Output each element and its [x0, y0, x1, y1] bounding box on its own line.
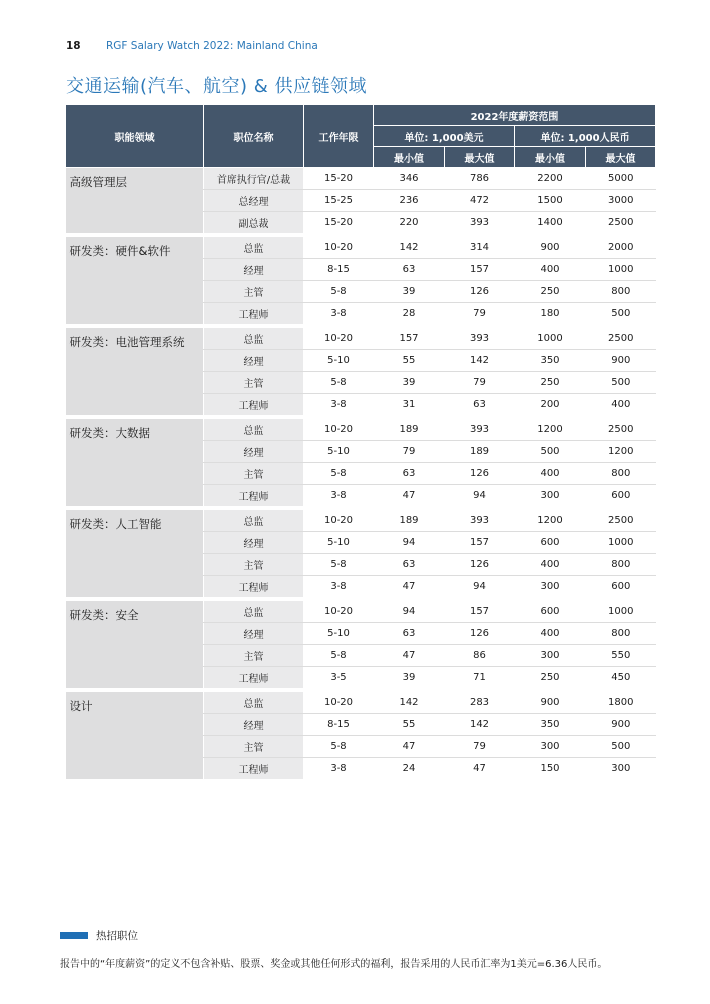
header-usd-unit: 单位: 1,000美元 [374, 126, 515, 147]
rmb-min: 400 [515, 623, 586, 645]
rmb-min: 500 [515, 441, 586, 463]
rmb-max: 900 [586, 350, 656, 372]
rmb-max: 5000 [586, 168, 656, 190]
table-row [66, 508, 656, 532]
header-rmb-max: 最大值 [586, 147, 656, 168]
rmb-max: 2500 [586, 212, 656, 236]
rmb-max: 1000 [586, 599, 656, 623]
job-title: 工程师 [204, 576, 304, 600]
hot-position-swatch [60, 932, 88, 939]
years-experience: 3-8 [304, 485, 374, 509]
usd-max: 126 [445, 463, 515, 485]
years-experience: 5-10 [304, 623, 374, 645]
rmb-max: 800 [586, 463, 656, 485]
rmb-max: 800 [586, 281, 656, 303]
rmb-max: 3000 [586, 190, 656, 212]
usd-max: 142 [445, 714, 515, 736]
usd-max: 79 [445, 303, 515, 327]
rmb-max: 1200 [586, 441, 656, 463]
job-title: 经理 [204, 441, 304, 463]
function-area: 研发类：大数据 [66, 417, 204, 508]
job-title: 主管 [204, 372, 304, 394]
job-title: 经理 [204, 259, 304, 281]
job-title: 经理 [204, 714, 304, 736]
job-title: 副总裁 [204, 212, 304, 236]
usd-max: 63 [445, 394, 515, 418]
rmb-max: 550 [586, 645, 656, 667]
job-title: 总经理 [204, 190, 304, 212]
rmb-min: 300 [515, 645, 586, 667]
rmb-min: 900 [515, 690, 586, 714]
job-title: 总监 [204, 599, 304, 623]
usd-min: 47 [374, 736, 445, 758]
table-row [66, 690, 656, 714]
page-header [66, 40, 318, 54]
usd-max: 393 [445, 326, 515, 350]
usd-max: 71 [445, 667, 515, 691]
usd-min: 63 [374, 623, 445, 645]
rmb-max: 500 [586, 736, 656, 758]
job-title: 经理 [204, 623, 304, 645]
usd-max: 126 [445, 554, 515, 576]
job-title: 经理 [204, 350, 304, 372]
rmb-min: 250 [515, 281, 586, 303]
rmb-min: 1200 [515, 508, 586, 532]
years-experience: 5-10 [304, 350, 374, 372]
usd-max: 79 [445, 736, 515, 758]
usd-max: 157 [445, 599, 515, 623]
rmb-min: 180 [515, 303, 586, 327]
job-title: 总监 [204, 508, 304, 532]
job-title: 工程师 [204, 485, 304, 509]
years-experience: 5-8 [304, 281, 374, 303]
rmb-min: 300 [515, 736, 586, 758]
usd-max: 157 [445, 532, 515, 554]
salary-table [65, 104, 656, 783]
usd-max: 283 [445, 690, 515, 714]
usd-min: 31 [374, 394, 445, 418]
rmb-max: 2500 [586, 508, 656, 532]
job-title: 主管 [204, 554, 304, 576]
usd-min: 79 [374, 441, 445, 463]
salary-table-body [66, 168, 656, 782]
hot-position-label: 热招职位 [96, 930, 138, 942]
years-experience: 3-8 [304, 758, 374, 782]
header-usd-min: 最小值 [374, 147, 445, 168]
table-row [66, 599, 656, 623]
usd-min: 55 [374, 714, 445, 736]
years-experience: 10-20 [304, 326, 374, 350]
years-experience: 10-20 [304, 235, 374, 259]
header-rmb-min: 最小值 [515, 147, 586, 168]
rmb-max: 600 [586, 485, 656, 509]
rmb-max: 2500 [586, 417, 656, 441]
rmb-max: 500 [586, 372, 656, 394]
job-title: 主管 [204, 281, 304, 303]
usd-max: 79 [445, 372, 515, 394]
usd-min: 47 [374, 485, 445, 509]
usd-max: 47 [445, 758, 515, 782]
function-area: 设计 [66, 690, 204, 781]
years-experience: 5-10 [304, 532, 374, 554]
rmb-min: 300 [515, 485, 586, 509]
usd-min: 157 [374, 326, 445, 350]
rmb-max: 300 [586, 758, 656, 782]
usd-max: 94 [445, 485, 515, 509]
years-experience: 5-8 [304, 736, 374, 758]
function-area: 研发类：安全 [66, 599, 204, 690]
usd-min: 55 [374, 350, 445, 372]
usd-max: 189 [445, 441, 515, 463]
table-row [66, 326, 656, 350]
usd-max: 142 [445, 350, 515, 372]
usd-min: 63 [374, 463, 445, 485]
usd-min: 47 [374, 576, 445, 600]
years-experience: 15-25 [304, 190, 374, 212]
usd-min: 346 [374, 168, 445, 190]
usd-min: 220 [374, 212, 445, 236]
rmb-min: 150 [515, 758, 586, 782]
years-experience: 8-15 [304, 259, 374, 281]
usd-max: 94 [445, 576, 515, 600]
job-title: 总监 [204, 417, 304, 441]
usd-min: 39 [374, 667, 445, 691]
function-area: 研发类：人工智能 [66, 508, 204, 599]
rmb-max: 800 [586, 554, 656, 576]
rmb-min: 1500 [515, 190, 586, 212]
table-row [66, 417, 656, 441]
table-row [66, 235, 656, 259]
years-experience: 5-8 [304, 645, 374, 667]
years-experience: 5-8 [304, 554, 374, 576]
rmb-min: 400 [515, 463, 586, 485]
usd-min: 28 [374, 303, 445, 327]
function-area: 高级管理层 [66, 168, 204, 236]
rmb-max: 600 [586, 576, 656, 600]
rmb-min: 900 [515, 235, 586, 259]
header-rmb-unit: 单位: 1,000人民币 [515, 126, 656, 147]
usd-min: 47 [374, 645, 445, 667]
usd-min: 189 [374, 508, 445, 532]
job-title: 总监 [204, 235, 304, 259]
rmb-max: 900 [586, 714, 656, 736]
rmb-min: 2200 [515, 168, 586, 190]
years-experience: 10-20 [304, 417, 374, 441]
usd-min: 189 [374, 417, 445, 441]
usd-min: 94 [374, 532, 445, 554]
job-title: 首席执行官/总裁 [204, 168, 304, 190]
header-usd-max: 最大值 [445, 147, 515, 168]
usd-max: 157 [445, 259, 515, 281]
report-title: RGF Salary Watch 2022: Mainland China [105, 40, 318, 52]
years-experience: 8-15 [304, 714, 374, 736]
job-title: 主管 [204, 645, 304, 667]
rmb-max: 2500 [586, 326, 656, 350]
years-experience: 10-20 [304, 690, 374, 714]
usd-min: 24 [374, 758, 445, 782]
years-experience: 5-10 [304, 441, 374, 463]
job-title: 主管 [204, 736, 304, 758]
usd-min: 63 [374, 259, 445, 281]
years-experience: 15-20 [304, 168, 374, 190]
rmb-min: 1400 [515, 212, 586, 236]
job-title: 工程师 [204, 303, 304, 327]
rmb-max: 1000 [586, 532, 656, 554]
usd-min: 39 [374, 372, 445, 394]
job-title: 工程师 [204, 394, 304, 418]
years-experience: 15-20 [304, 212, 374, 236]
rmb-min: 400 [515, 259, 586, 281]
usd-max: 393 [445, 508, 515, 532]
usd-min: 236 [374, 190, 445, 212]
usd-max: 786 [445, 168, 515, 190]
years-experience: 3-8 [304, 303, 374, 327]
years-experience: 3-5 [304, 667, 374, 691]
rmb-min: 1000 [515, 326, 586, 350]
years-experience: 5-8 [304, 372, 374, 394]
rmb-max: 800 [586, 623, 656, 645]
job-title: 工程师 [204, 667, 304, 691]
rmb-min: 350 [515, 714, 586, 736]
years-experience: 3-8 [304, 394, 374, 418]
usd-min: 94 [374, 599, 445, 623]
rmb-max: 400 [586, 394, 656, 418]
rmb-min: 350 [515, 350, 586, 372]
usd-max: 126 [445, 281, 515, 303]
usd-max: 393 [445, 417, 515, 441]
job-title: 经理 [204, 532, 304, 554]
rmb-min: 200 [515, 394, 586, 418]
rmb-min: 600 [515, 599, 586, 623]
job-title: 总监 [204, 690, 304, 714]
usd-max: 126 [445, 623, 515, 645]
usd-min: 63 [374, 554, 445, 576]
rmb-min: 400 [515, 554, 586, 576]
rmb-min: 250 [515, 372, 586, 394]
rmb-max: 1800 [586, 690, 656, 714]
usd-max: 86 [445, 645, 515, 667]
job-title: 工程师 [204, 758, 304, 782]
usd-max: 393 [445, 212, 515, 236]
usd-min: 39 [374, 281, 445, 303]
rmb-max: 450 [586, 667, 656, 691]
rmb-max: 500 [586, 303, 656, 327]
header-area: 职能领域 [66, 105, 204, 168]
function-area: 研发类：硬件&软件 [66, 235, 204, 326]
rmb-max: 1000 [586, 259, 656, 281]
usd-max: 472 [445, 190, 515, 212]
rmb-min: 250 [515, 667, 586, 691]
header-title: 职位名称 [204, 105, 304, 168]
job-title: 总监 [204, 326, 304, 350]
table-row [66, 168, 656, 190]
usd-min: 142 [374, 235, 445, 259]
header-years: 工作年限 [304, 105, 374, 168]
job-title: 主管 [204, 463, 304, 485]
function-area: 研发类：电池管理系统 [66, 326, 204, 417]
rmb-min: 600 [515, 532, 586, 554]
years-experience: 10-20 [304, 599, 374, 623]
rmb-max: 2000 [586, 235, 656, 259]
years-experience: 3-8 [304, 576, 374, 600]
page-number: 18 [66, 40, 81, 52]
header-salary-range: 2022年度薪资范围 [374, 105, 656, 126]
years-experience: 10-20 [304, 508, 374, 532]
years-experience: 5-8 [304, 463, 374, 485]
rmb-min: 1200 [515, 417, 586, 441]
usd-max: 314 [445, 235, 515, 259]
footnote: 报告中的“年度薪资”的定义不包含补贴、股票、奖金或其他任何形式的福利，报告采用的人民币汇率为1美元=6.36人民币。 [60, 959, 608, 970]
rmb-min: 300 [515, 576, 586, 600]
section-title: 交通运输(汽车、航空) & 供应链领域 [66, 76, 368, 97]
usd-min: 142 [374, 690, 445, 714]
